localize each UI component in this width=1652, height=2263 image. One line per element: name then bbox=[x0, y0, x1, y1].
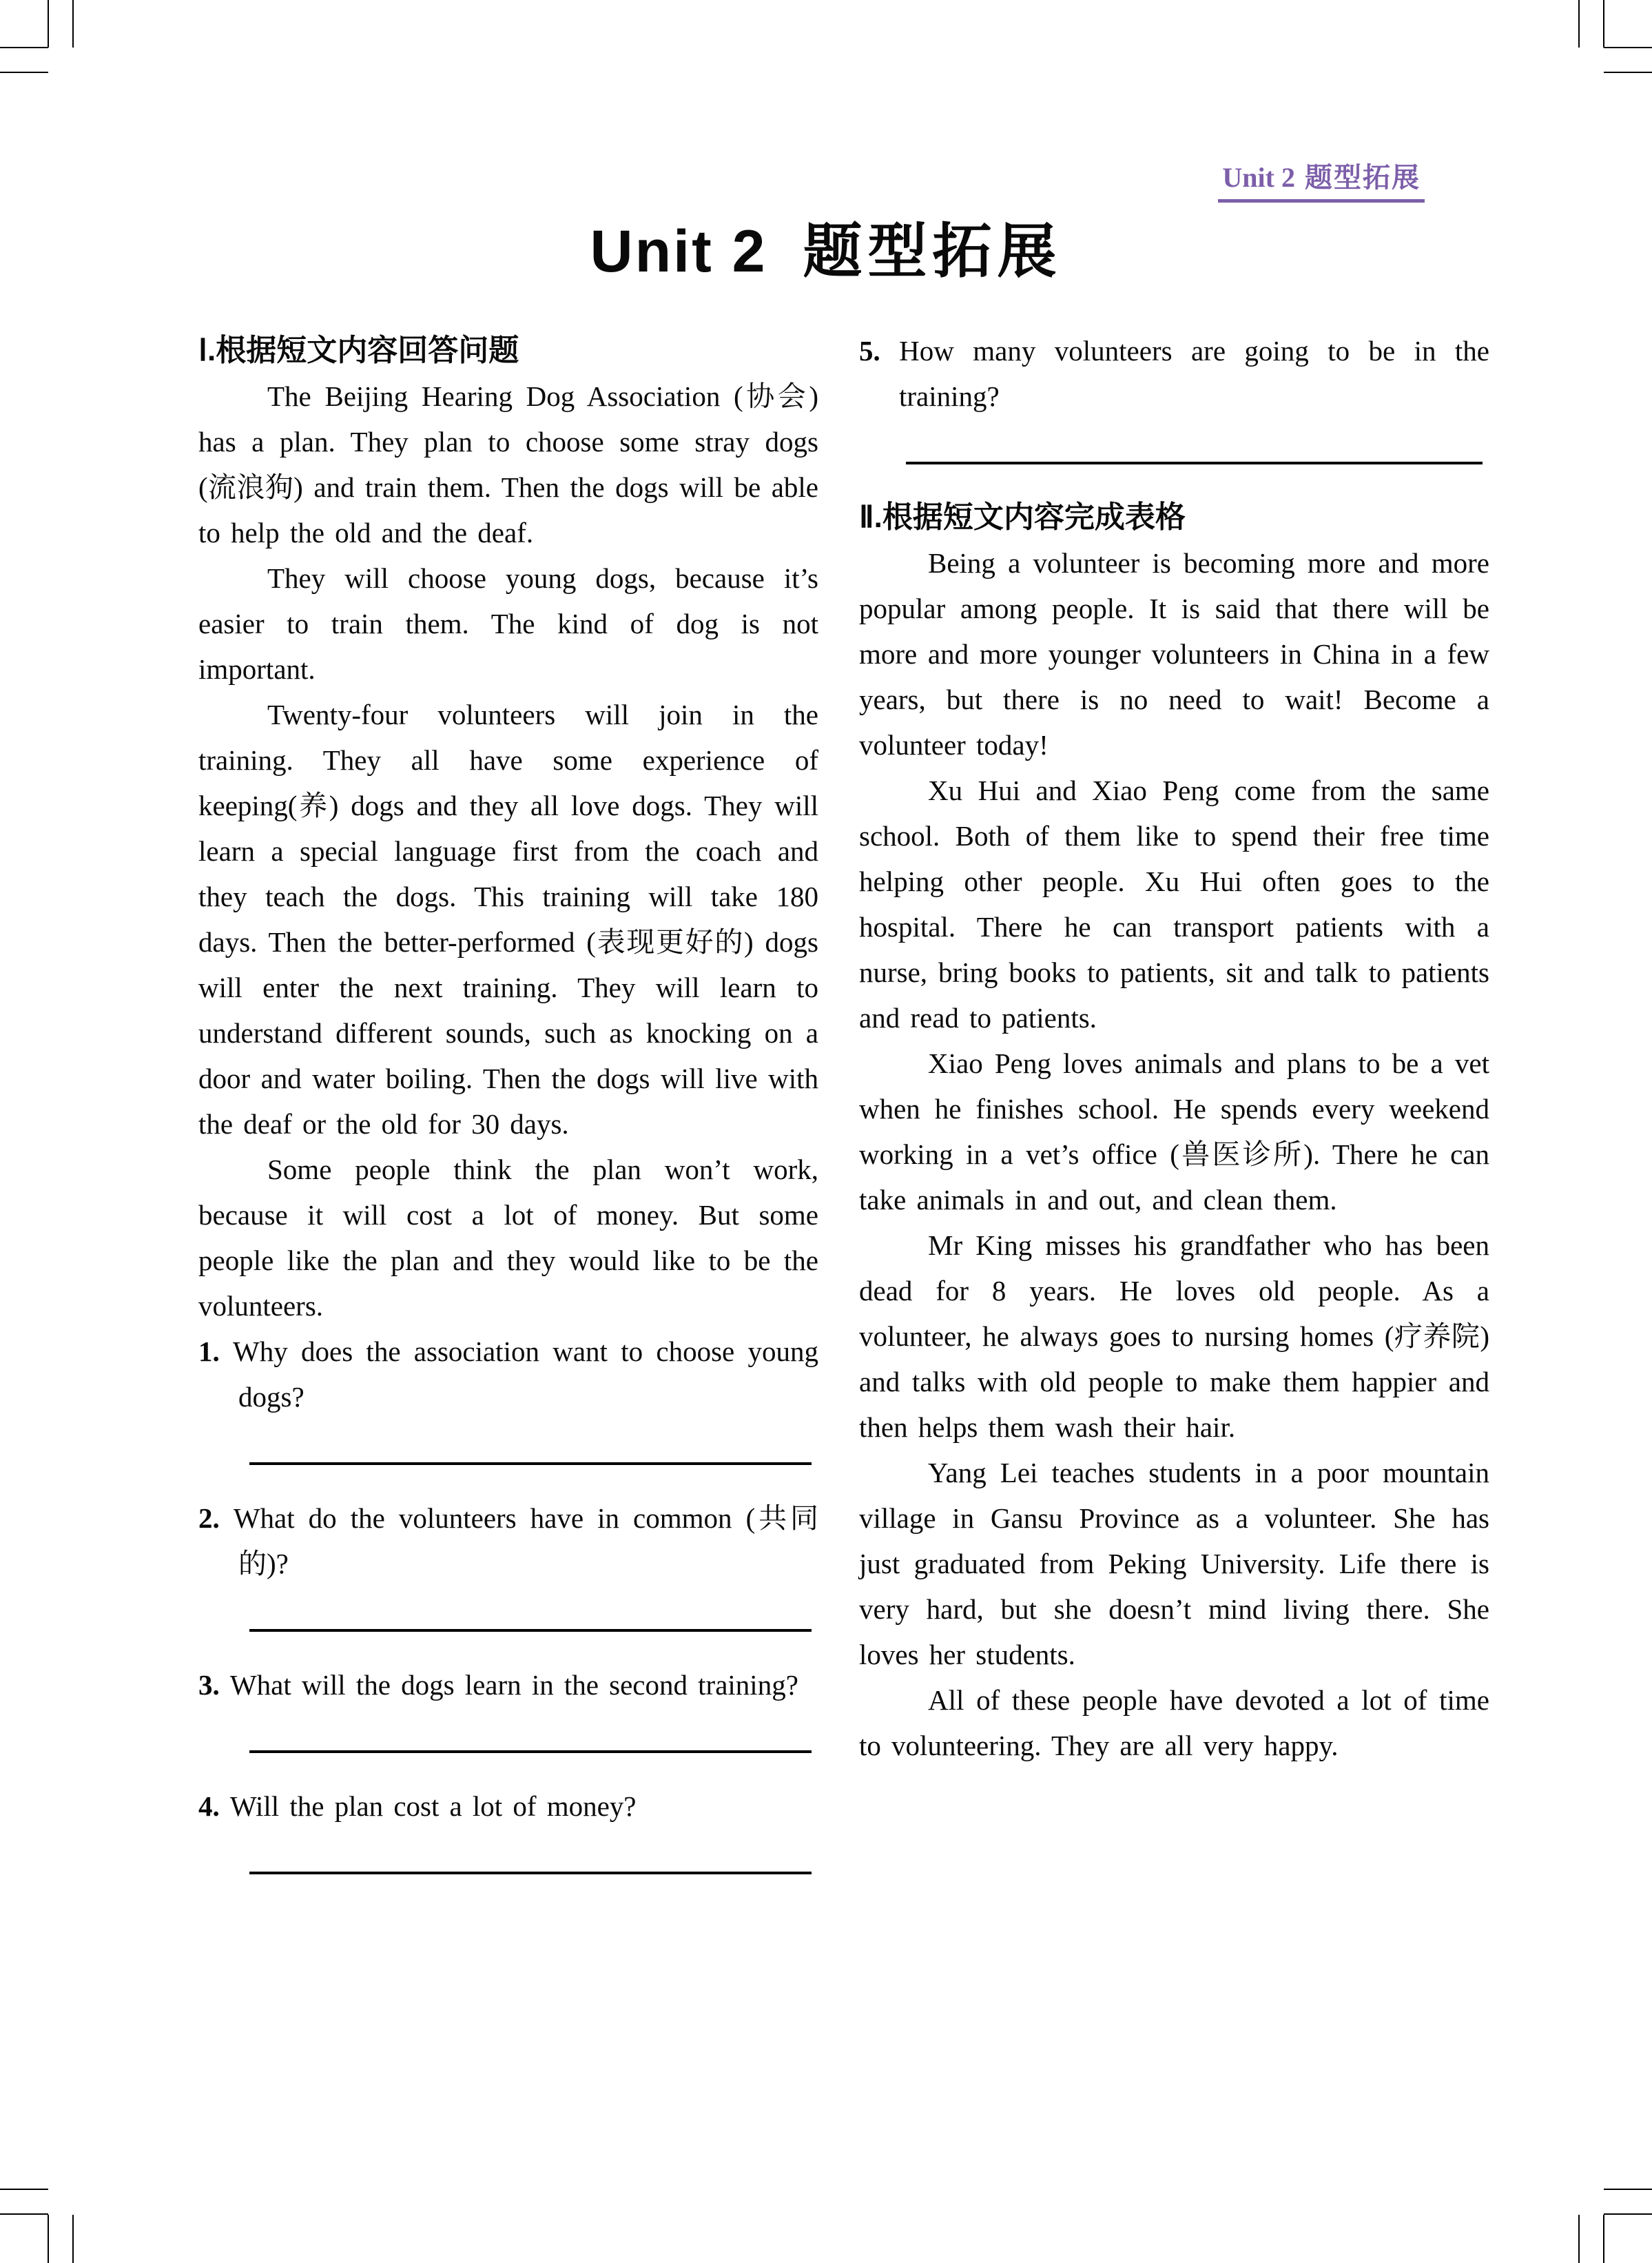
answer-blank-line bbox=[249, 1872, 812, 1874]
section-1-heading: Ⅰ.根据短文内容回答问题 bbox=[198, 334, 519, 367]
running-head-unit: Unit 2 bbox=[1222, 162, 1295, 193]
right-column bbox=[859, 328, 1489, 1768]
question-item bbox=[198, 1329, 818, 1420]
reading-paragraph: Being a volunteer is becoming more and more popular among people. It is said that there will be more and more younger volunteers in China in a few years, but there is no need to wait! Become a volunteer today! bbox=[859, 547, 1489, 761]
crop-mark bbox=[1604, 47, 1652, 48]
crop-mark bbox=[0, 2213, 48, 2215]
crop-mark bbox=[0, 2189, 48, 2190]
reading-paragraph: All of these people have devoted a lot of time to volunteering. They are all very happy. bbox=[859, 1684, 1489, 1761]
crop-mark bbox=[72, 0, 74, 48]
crop-mark bbox=[1604, 2189, 1652, 2190]
reading-paragraph: Twenty-four volunteers will join in the training. They all have some experience of keeping(养) dogs and they all love dogs. They will learn a special language first from the coach and they teach the dogs. This training will take 180 days. Then the better-performed (表现更好的) dogs will enter the next training. They will learn to understand different sounds, such as knocking on a door and water boiling. Then the dogs will live with the deaf or the old for 30 days. bbox=[198, 699, 818, 1140]
question-item bbox=[198, 1783, 818, 1829]
crop-mark bbox=[1603, 0, 1604, 48]
reading-paragraph: Some people think the plan won’t work, because it will cost a lot of money. But some people like the plan and they would like to be the volunteers. bbox=[198, 1154, 818, 1322]
crop-mark bbox=[48, 0, 49, 48]
question-text: How many volunteers are going to be in the training? bbox=[899, 335, 1489, 412]
crop-mark bbox=[1603, 2215, 1604, 2263]
question-text: What do the volunteers have in common (共同的)? bbox=[233, 1502, 819, 1579]
reading-paragraph: Xiao Peng loves animals and plans to be a vet when he finishes school. He spends every weekend working in a vet’s office (兽医诊所). There he can take animals in and out, and clean them. bbox=[859, 1047, 1489, 1216]
reading-paragraph: Mr King misses his grandfather who has been dead for 8 years. He loves old people. As a volunteer, he always goes to nursing homes (疗养院) and talks with old people to make them happier and then helps them wash their hair. bbox=[859, 1229, 1489, 1443]
reading-paragraph: They will choose young dogs, because it’s easier to train them. The kind of dog is not important. bbox=[198, 562, 818, 685]
question-item bbox=[198, 1662, 818, 1708]
answer-blank-line bbox=[249, 1462, 812, 1465]
crop-mark bbox=[0, 47, 48, 48]
answer-blank-line bbox=[906, 462, 1483, 464]
crop-mark bbox=[1578, 2215, 1580, 2263]
question-text: Will the plan cost a lot of money? bbox=[229, 1790, 637, 1822]
crop-mark bbox=[1604, 72, 1652, 73]
reading-paragraph: The Beijing Hearing Dog Association (协会) has a plan. They plan to choose some stray dogs (流浪狗) and train them. Then the dogs will be able to help the old and the deaf. bbox=[198, 380, 818, 549]
question-item bbox=[198, 1495, 818, 1586]
crop-mark bbox=[48, 2215, 49, 2263]
reading-paragraph: Yang Lei teaches students in a poor mountain village in Gansu Province as a volunteer. She has just graduated from Peking University. Life there is very hard, but she doesn’t mind living there. She loves her students. bbox=[859, 1457, 1489, 1670]
page-title-topic: 题型拓展 bbox=[803, 218, 1062, 285]
page-title bbox=[0, 219, 1652, 285]
section-2-heading: Ⅱ.根据短文内容完成表格 bbox=[859, 500, 1186, 534]
running-head bbox=[1218, 163, 1425, 203]
crop-mark bbox=[0, 72, 48, 73]
question-number: 5. bbox=[859, 335, 880, 367]
question-text: What will the dogs learn in the second training? bbox=[229, 1669, 798, 1701]
crop-mark bbox=[72, 2215, 74, 2263]
answer-blank-line bbox=[249, 1750, 812, 1753]
question-number: 4. bbox=[198, 1790, 220, 1822]
question-text: Why does the association want to choose young dogs? bbox=[233, 1335, 819, 1413]
crop-mark bbox=[1604, 2213, 1652, 2215]
question-number: 3. bbox=[198, 1669, 220, 1701]
reading-paragraph: Xu Hui and Xiao Peng come from the same school. Both of them like to spend their free time helping other people. Xu Hui often goes to the hospital. There he can transport patients with a nurse, bring books to patients, sit and talk to patients and read to patients. bbox=[859, 775, 1489, 1034]
left-column bbox=[198, 328, 818, 1905]
question-number: 2. bbox=[198, 1502, 220, 1534]
running-head-topic: 题型拓展 bbox=[1305, 163, 1421, 193]
question-number: 1. bbox=[198, 1335, 220, 1367]
answer-blank-line bbox=[249, 1629, 812, 1632]
page-title-unit: Unit 2 bbox=[590, 218, 767, 285]
question-item bbox=[859, 328, 1489, 419]
crop-mark bbox=[1578, 0, 1580, 48]
